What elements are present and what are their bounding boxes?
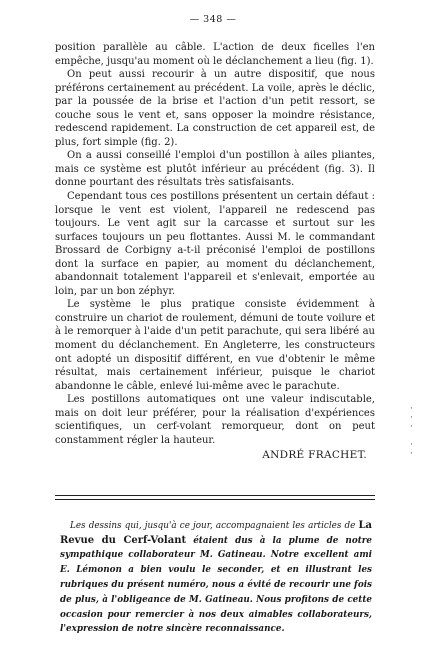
paragraph: Cependant tous ces postillons présentent un certain défaut : lorsque le vent est violent, l'appareil ne redescend pas toujours. Le vent agit sur la carcasse et surtout sur les surfaces toujours un peu flottantes. Aussi M. le commandant Brossard de Corbigny a-t-il préconisé l'emploi de postillons dont la surface en papier, au moment du déclanchement, abandonnait totalement l'appareil et s'enlevait, emportée au loin, par un bon zéphyr.	[55, 191, 375, 297]
magazine-title: La Revue du Cerf-Volant	[60, 519, 372, 546]
paragraph: position parallèle au câble. L'action de deux ficelles l'en empêche, jusqu'au moment où le déclanchement a lieu (fig. 1).	[55, 42, 375, 67]
article-body	[55, 41, 375, 463]
paragraph: Le système le plus pratique consiste évidemment à construire un chariot de roulement, démuni de toute voilure et à le remorquer à l'aide d'un petit parachute, qui sera libéré au moment du déclanchement. En Angleterre, les constructeurs ont adopté un dispositif différent, en vue d'obtenir le même résultat, mais certainement inférieur, puisque le chariot abandonne le câble, enlevé lui-même avec le parachute.	[55, 299, 375, 392]
paragraph: On a aussi conseillé l'emploi d'un postillon à ailes pliantes, mais ce système est plutôt inférieur au précédent (fig. 3). Il donne pourtant des résultats très satisfaisants.	[55, 150, 375, 189]
page-number: — 348 —	[189, 14, 237, 25]
margin-marks: · · · · ·	[410, 404, 413, 459]
editorial-note	[60, 519, 372, 637]
double-rule-divider	[55, 495, 375, 500]
note-text-rest: étaient dus à la plume de notre sympathique collaborateur M. Gatineau. Notre excellent ami E. Lémonon a bien voulu le seconder, et en illustrant les rubriques du présent numéro, nous a évité de recourir une fois de plus, à l'obligeance de M. Gatineau. Nous profitons de cette occasion pour remercier à nos deux aimables collaborateurs, l'expression de notre sincère reconnaissance.	[60, 535, 372, 635]
author-signature: ANDRÉ FRACHET.	[262, 449, 367, 462]
note-text-start: Les dessins qui, jusqu'à ce jour, accompagnaient les articles de	[70, 520, 359, 531]
paragraph: On peut aussi recourir à un autre dispositif, que nous préférons certainement au précédent. La voile, après le déclic, par la poussée de la brise et l'action d'un petit ressort, se couche sous le vent et, sans opposer la moindre résistance, redescend rapidement. La construction de cet appareil est, de plus, fort simple (fig. 2).	[55, 69, 375, 148]
paragraph: Les postillons automatiques ont une valeur indiscutable, mais on doit leur préférer, pour la réalisation d'expériences scientifiques, un cerf-volant remorqueur, dont on peut constamment régler la hauteur.	[55, 394, 375, 446]
